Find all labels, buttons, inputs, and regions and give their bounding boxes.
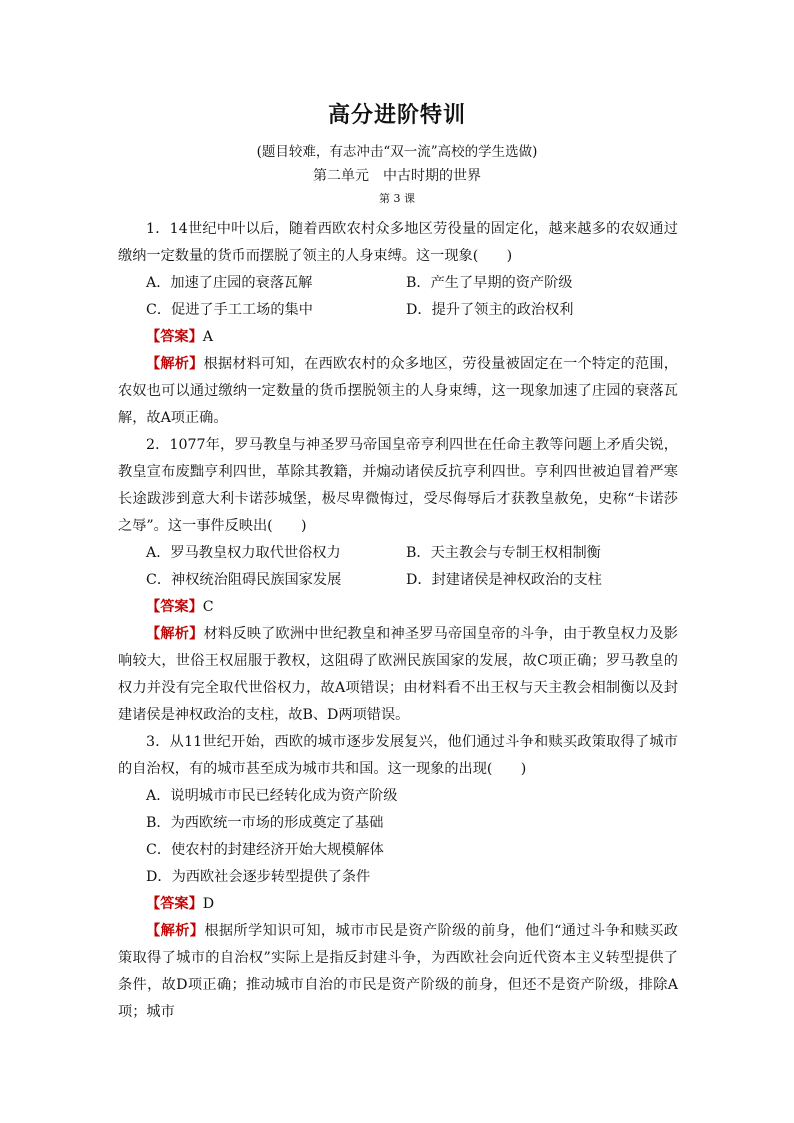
- question-stem: 1．14世纪中叶以后，随着西欧农村众多地区劳役量的固定化，越来越多的农奴通过缴纳一定数量的货币而摆脱了领主的人身束缚。这一现象( ): [118, 221, 678, 264]
- page-subtitle: (题目较难，有志冲击“双一流”高校的学生选做): [256, 144, 538, 160]
- question-stem: 2．1077年，罗马教皇与神圣罗马帝国皇帝亨利四世在任命主教等问题上矛盾尖锐，教皇宣布废黜亨利四世，革除其教籍，并煽动诸侯反抗亨利四世。亨利四世被迫冒着严寒长途跋涉到意大利卡诺莎城堡，极尽卑微悔过，受尽侮辱后才获教皇赦免，史称“卡诺莎之辱”。这一事件反映出( ): [118, 437, 678, 534]
- lesson-heading: 第 3 课: [379, 192, 415, 205]
- question-2: [118, 432, 678, 729]
- analysis: [118, 621, 678, 729]
- option-d: D．为西欧社会逐步转型提供了条件: [146, 869, 371, 885]
- option-c: C．促进了手工工场的集中: [146, 302, 313, 318]
- unit-heading: 第二单元 中古时期的世界: [313, 168, 481, 184]
- option-d: D．提升了领主的政治权利: [406, 302, 574, 318]
- answer-value: C: [202, 599, 214, 615]
- analysis-tag: 【解析】: [146, 626, 204, 642]
- question-3: [118, 729, 678, 1026]
- analysis-tag: 【解析】: [146, 356, 204, 372]
- analysis-text: 根据所学知识可知，城市市民是资产阶级的前身，他们“通过斗争和赎买政策取得了城市的自治权”实际上是指反封建斗争，为西欧社会向近代资本主义转型提供了条件，故D项正确；推动城市自治的市民是资产阶级的前身，但还不是资产阶级，排除A项；城市: [118, 923, 678, 1020]
- option-a: A．说明城市市民已经转化成为资产阶级: [146, 788, 398, 804]
- option-c: C．神权统治阻碍民族国家发展: [146, 572, 342, 588]
- answer-value: A: [202, 329, 214, 345]
- option-a: A．加速了庄园的衰落瓦解: [146, 275, 313, 291]
- analysis-tag: 【解析】: [146, 923, 205, 939]
- answer-line: [118, 891, 678, 918]
- answer-tag: 【答案】: [146, 329, 203, 345]
- option-row: [118, 270, 678, 297]
- option-row: [118, 567, 678, 594]
- answer-tag: 【答案】: [146, 896, 203, 912]
- page-title: 高分进阶特训: [327, 103, 466, 128]
- option-b: B．天主教会与专制王权相制衡: [406, 545, 601, 561]
- option-b: B．为西欧统一市场的形成奠定了基础: [146, 815, 384, 831]
- option-row: [118, 297, 678, 324]
- analysis: [118, 351, 678, 432]
- analysis-text: 根据材料可知，在西欧农村的众多地区，劳役量被固定在一个特定的范围，农奴也可以通过缴纳一定数量的货币摆脱领主的人身束缚，这一现象加速了庄园的衰落瓦解，故A项正确。: [118, 356, 678, 426]
- option-row: [118, 540, 678, 567]
- analysis-text: 材料反映了欧洲中世纪教皇和神圣罗马帝国皇帝的斗争，由于教皇权力及影响较大，世俗王权屈服于教权，这阻碍了欧洲民族国家的发展，故C项正确；罗马教皇的权力并没有完全取代世俗权力，故A项错误；由材料看不出王权与天主教会相制衡以及封建诸侯是神权政治的支柱，故B、D两项错误。: [118, 626, 678, 723]
- question-stem: 3．从11世纪开始，西欧的城市逐步发展复兴，他们通过斗争和赎买政策取得了城市的自治权，有的城市甚至成为城市共和国。这一现象的出现( ): [118, 734, 678, 777]
- option-c: C．使农村的封建经济开始大规模解体: [146, 842, 384, 858]
- analysis: [118, 918, 678, 1026]
- option-a: A．罗马教皇权力取代世俗权力: [146, 545, 341, 561]
- answer-line: [118, 594, 678, 621]
- answer-tag: 【答案】: [146, 599, 203, 615]
- question-1: [118, 216, 678, 432]
- question-list: [118, 216, 678, 1026]
- option-d: D．封建诸侯是神权政治的支柱: [406, 572, 602, 588]
- option-b: B．产生了早期的资产阶级: [406, 275, 573, 291]
- answer-line: [118, 324, 678, 351]
- answer-value: D: [202, 896, 215, 912]
